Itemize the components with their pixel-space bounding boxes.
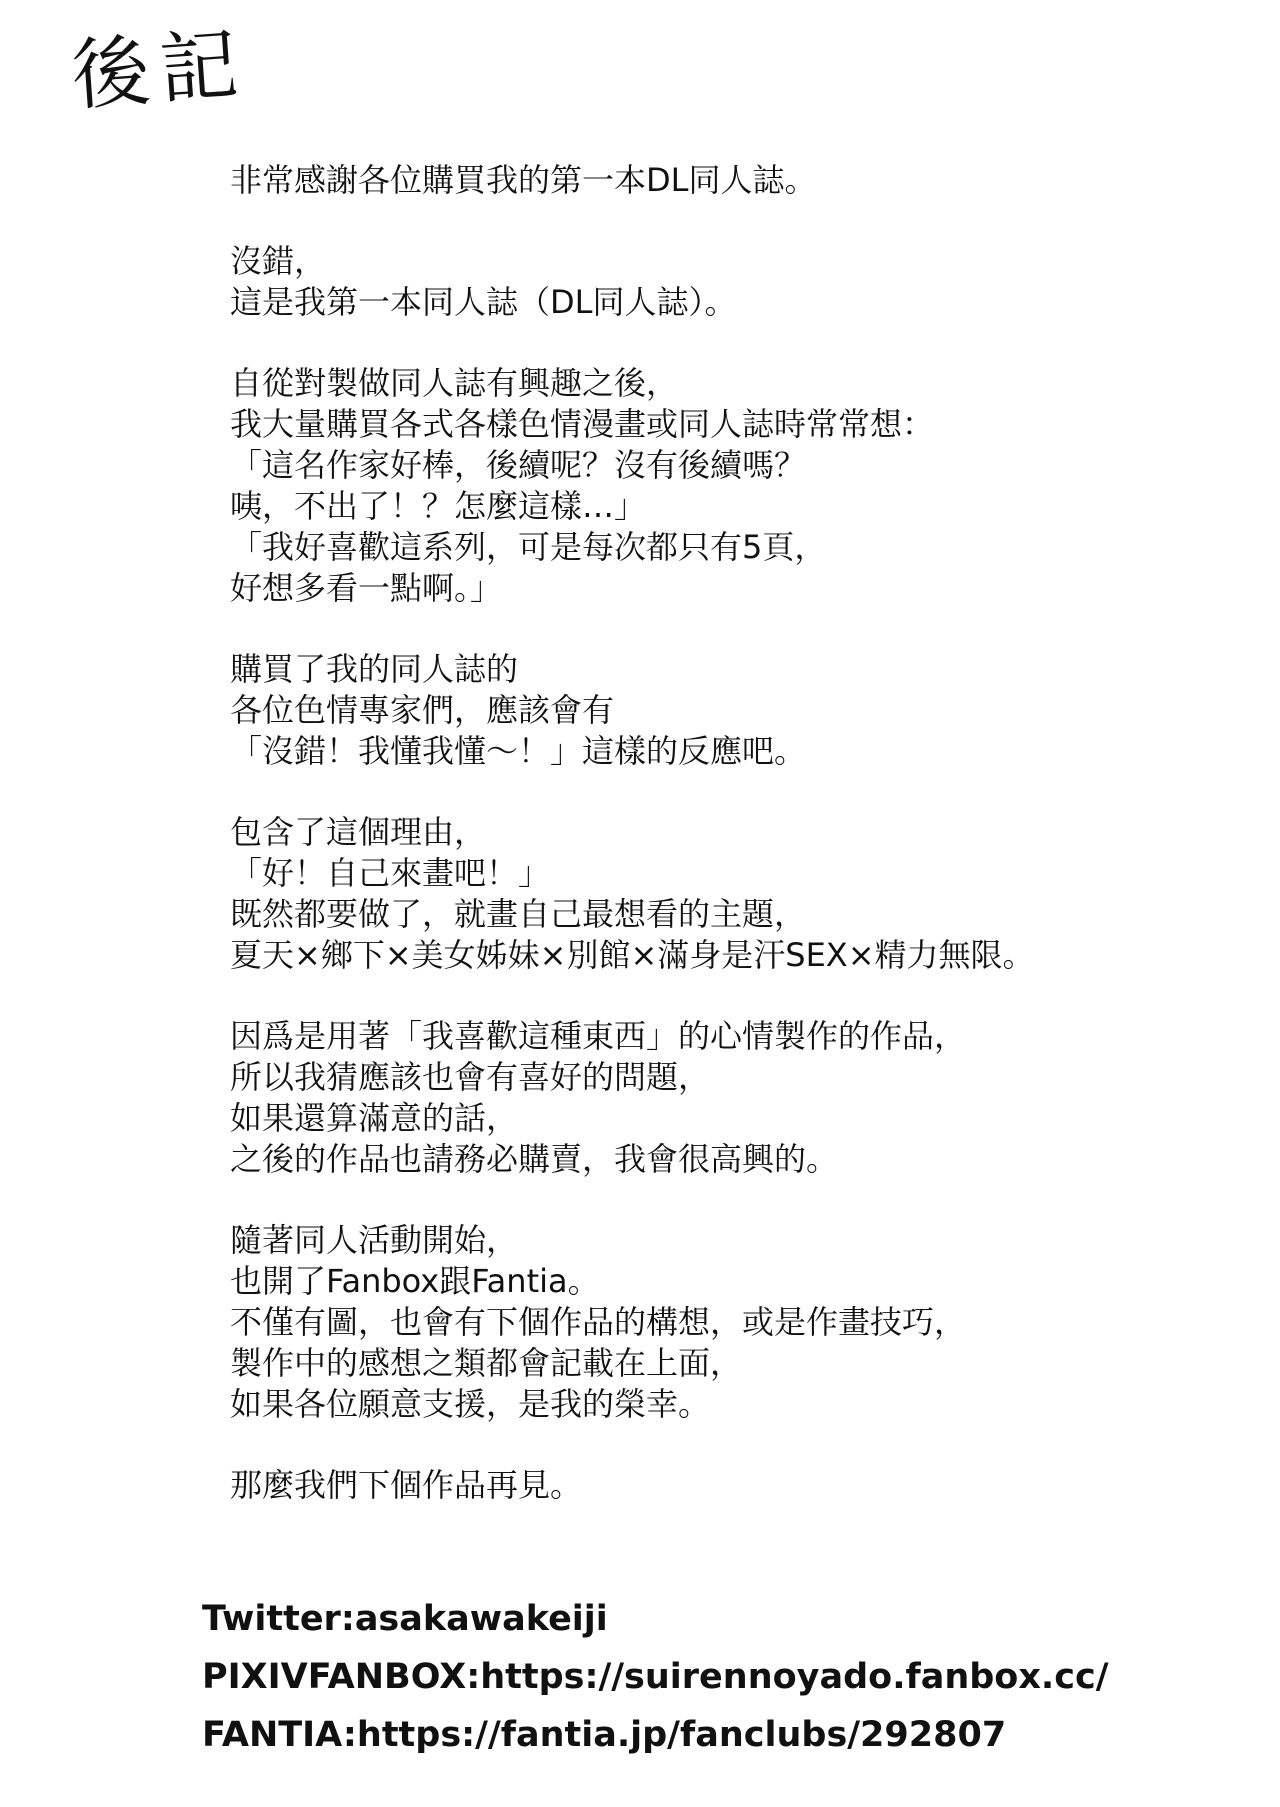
text-line: 如果各位願意支援，是我的榮幸。 <box>230 1385 711 1423</box>
text-line: 「我好喜歡這系列，可是每次都只有5頁， <box>230 528 827 566</box>
text-line: 各位色情專家們，應該會有 <box>230 691 615 729</box>
text-line: 我大量購買各式各樣色情漫畫或同人誌時常常想： <box>230 405 935 443</box>
paragraph-6 <box>230 1016 1250 1180</box>
fantia-link: FANTIA:https://fantia.jp/fanclubs/292807 <box>202 1715 1007 1755</box>
text-line: 如果還算滿意的話， <box>230 1099 519 1137</box>
text-line: 沒錯， <box>230 242 327 280</box>
text-line: 包含了這個理由， <box>230 813 487 851</box>
paragraph-7 <box>230 1220 1250 1425</box>
text-line: 這是我第一本同人誌（DL同人誌）。 <box>230 283 737 321</box>
text-line: 夏天×鄉下×美女姊妹×別館×滿身是汗SEX×精力無限。 <box>230 936 1035 974</box>
text-line: 購買了我的同人誌的 <box>230 650 519 688</box>
text-line: 非常感謝各位購買我的第一本DL同人誌。 <box>230 161 817 199</box>
text-line: 自從對製做同人誌有興趣之後， <box>230 364 679 402</box>
paragraph-1 <box>230 160 1250 201</box>
text-line: 不僅有圖，也會有下個作品的構想，或是作畫技巧， <box>230 1303 967 1341</box>
text-line: 也開了Fanbox跟Fantia。 <box>230 1262 600 1300</box>
paragraph-2 <box>230 241 1250 323</box>
text-line: 好想多看一點啊。」 <box>230 569 503 607</box>
text-line: 隨著同人活動開始， <box>230 1221 519 1259</box>
paragraph-3 <box>230 363 1250 609</box>
text-line: 「好！自己來畫吧！」 <box>230 854 551 892</box>
paragraph-5 <box>230 812 1250 976</box>
text-line: 因爲是用著「我喜歡這種東西」的心情製作的作品， <box>230 1017 967 1055</box>
text-line: 「這名作家好棒，後續呢？沒有後續嗎？ <box>230 446 807 484</box>
pixiv-fanbox-link: PIXIVFANBOX:https://suirennoyado.fanbox.cc/ <box>202 1657 1109 1697</box>
page-title: 後記 <box>68 19 251 122</box>
twitter-link: Twitter:asakawakeiji <box>202 1599 608 1639</box>
afterword-body <box>230 160 1250 1546</box>
social-links <box>202 1590 1262 1764</box>
text-line: 所以我猜應該也會有喜好的問題， <box>230 1058 711 1096</box>
text-line: 之後的作品也請務必購賣，我會很高興的。 <box>230 1140 839 1178</box>
paragraph-4 <box>230 649 1250 772</box>
paragraph-8 <box>230 1465 1250 1506</box>
text-line: 咦，不出了！？怎麼這樣…」 <box>230 487 647 525</box>
text-line: 既然都要做了，就畫自己最想看的主題， <box>230 895 807 933</box>
text-line: 製作中的感想之類都會記載在上面， <box>230 1344 743 1382</box>
text-line: 「沒錯！我懂我懂～！」這樣的反應吧。 <box>230 732 807 770</box>
text-line: 那麼我們下個作品再見。 <box>230 1466 583 1504</box>
